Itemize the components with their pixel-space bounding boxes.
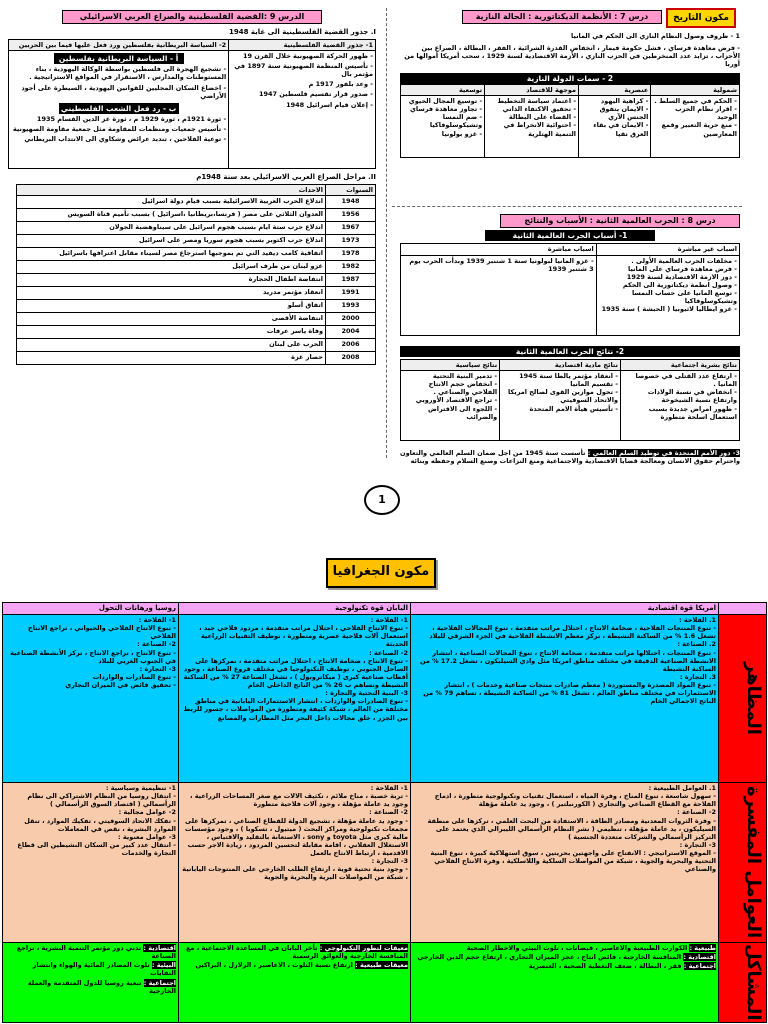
brit-cell <box>9 50 229 168</box>
palest-react-label: ب - رد فعل الشعب الفلسطيني <box>59 103 179 114</box>
roots-table <box>8 39 376 169</box>
results-cell: - انعقاد مؤتمر يالطا سنة 1945 - تقسيم المانيا - تحول موازين القوى لصالح امريكا والاتحاد السوفيتي - تأسيس هيأة الامم المتحدة <box>500 371 621 441</box>
column-divider <box>386 8 387 458</box>
event-year: 1948 <box>326 195 376 208</box>
event-year: 2004 <box>326 325 376 338</box>
palest-react-item: - ثورة 1921م ، ثورة 1929 م ، ثورة عز الدين القسام 1935 <box>36 115 227 124</box>
geo-title: مكون الجغرافيا <box>326 558 436 588</box>
nazi-trait-head: عنصرية <box>579 84 651 95</box>
row-label-problems: المشاكل <box>719 943 767 1023</box>
row-label-factors: العوامل المفسرة <box>719 783 767 943</box>
event-text: اندلاع الحرب العربية الاسرائيلية بسبب قيام دولة اسرائيل <box>17 195 326 208</box>
event-row <box>17 325 376 338</box>
lesson9-title: الدرس 9 :القضية الفلسطينية والصراع العربي الاسرائيلي <box>62 10 322 24</box>
results-head: نتائج مادية اقتصادية <box>500 359 621 370</box>
roots-head-right: 1- جذور القضية الفلسطينية <box>229 39 376 50</box>
brit-policy-item: - تشجيع الهجرة الى فلسطين بواسطة الوكالة اليهودية ، بناء المستوطنات والمدارس ، الاستقرار في المواقع الاستراتيجية . <box>29 65 227 82</box>
results-head: نتائج سياسية <box>401 359 500 370</box>
divider-l7-l8 <box>392 206 742 207</box>
lesson9-s1-title: I. جذور القضية الفلسطينية الى غاية 1948 <box>229 28 376 36</box>
geo-col-japan: اليابان قوة تكنولوجية <box>179 603 411 615</box>
events-head-year: السنوات <box>326 184 376 195</box>
event-text: حصار غزة <box>17 351 326 364</box>
event-row <box>17 208 376 221</box>
lesson8-results-bar: 2- نتائج الحرب العالمية الثانية <box>400 346 740 357</box>
event-row <box>17 234 376 247</box>
lesson8-title: درس 8 : الحرب العالمية الثانية : الأسباب والنتائج <box>500 214 740 228</box>
lesson7-s2-bar: 2 - سمات الدولة النازية <box>400 73 740 84</box>
japan-factors: 1- الفلاحة : - تربة خصبة ، مناخ ملائم ، تكثيف الالات مع صغر المساحات الزراعية ، وجود يد عاملة مؤهلة ، وجود آلات فلاحية متطورة 2- الصناعة : - وجود يد عاملة مؤهلة ، تشجيع الدولة للقطاع الصناعي ، تمركزها على مجمعات تكنولوجية ومراكز البحث ( ميتيول ، تسكوبا ) ، وجود مؤسسات مالية كبرى مثل toyota و sony ، الاستعانة بالتقليد والاقتباس ، الاستغلال العقلاني ، اقامة مقابلة لتحسين المردود ، زيادة الاجر حسب الاقدمية ، ارتباط الانتاج بالعمل 3- التجارة : - وجود بنية تحتية قوية ، ارتفاع الطلب الخارجي على المنتوجات اليابانية ، شبكة من المواصلات البرية والبحرية والجوية <box>179 783 411 943</box>
zionism-item: - وعد بلفور 1917 م <box>308 80 373 89</box>
nazi-trait-head: موجهة للاقتصاد <box>485 84 579 95</box>
event-year: 1967 <box>326 221 376 234</box>
lesson8-causes-bar: 1- أسباب الحرب العالمية الثانية <box>485 230 655 241</box>
roots-head-left: 2- السياسة البريطانية بفلسطين ورد فعل عليها فيما بين الحربين <box>9 39 229 50</box>
event-text: اندلاع حرب اكتوبر بسبب هجوم سوريا ومصر على اسرائيل <box>17 234 326 247</box>
results-table <box>400 359 740 441</box>
event-text: الحرب على لبنان <box>17 338 326 351</box>
brit-policy-item: - اخضاع السكان المحليين للقوانين اليهودية ، السيطرة على أجود الأراضي <box>21 83 227 100</box>
lesson7-s1-text: - فرض معاهدة فرساي ، فشل حكومة فيمار ، انخفاض القدرة الشرائية ، الفقر ، البطالة ، الصراع بين الأحزاب ، تزايد عدد المنخرطين في الحزب النازي ، الأزمة الاقتصادية لسنة 1929 ، سحب أمريكا أموالها من أوربا <box>404 44 740 69</box>
nazi-table <box>400 84 740 158</box>
history-tag: مكون التاريخ <box>666 8 736 28</box>
event-row <box>17 299 376 312</box>
russia-aspects: 1- الفلاحة : - تنوع الانتاج الفلاحي والحيواني ، تراجع الانتاج الفلاحي 2- الصناعة : - تنوع الانتاج ، تراجع الانتاج ، تركز الأنشطة الصناعية في الجنوب الغربي للبلاد 3- التجارة : - تنوع الصادرات والواردات - تحقيق فائض في الميزان التجاري <box>3 615 179 783</box>
event-row <box>17 247 376 260</box>
nazi-trait-cell: - الحكم في جميع السلط . - اقرار نظام الحزب الوحيد - منع حرية التعبير وقمع المعارضين <box>651 96 740 158</box>
event-row <box>17 351 376 364</box>
event-year: 1956 <box>326 208 376 221</box>
lesson7-body <box>400 32 740 158</box>
lesson9-block <box>8 10 376 365</box>
events-head-event: الاحداث <box>17 184 326 195</box>
un-text: تأسست سنة 1945 من اجل ضمان السلم العالمي والتعاون واحترام حقوق الانسان ومعالجة قضايا الاقتصادية والاجتماعية ومنع النزاعات وصنع السلام وحفظه وبنائه <box>400 449 740 466</box>
lesson9-s2-title: II. مراحل الصراع العربي الاسرائيلي بعد سنة 1948م <box>196 172 376 181</box>
palest-react-list <box>11 115 226 143</box>
results-head: نتائج بشرية اجتماعية <box>621 359 740 370</box>
event-year: 2000 <box>326 312 376 325</box>
lesson8-block <box>400 214 740 465</box>
japan-problems: معيقات لتطور التكنولوجي : تأخر اليابان في المساعدة الاجتماعية ، مع المنافسة الخارجية والعوائق الرسمية معيقات طبيعية : ارتفاع نسبة التلوث ، الاعاصير ، الزلازل ، البراكين <box>179 943 411 1023</box>
geo-table-wrap <box>2 602 766 1022</box>
lesson7-block <box>400 10 662 24</box>
event-row <box>17 286 376 299</box>
geo-col-usa: امريكا قوة اقتصادية <box>411 603 719 615</box>
causes-direct: - غزو المانيا لبولونيا سنة 1 شتنبر 1939 وبدأت الحرب يوم 3 شتنبر 1939 <box>401 255 597 335</box>
event-row <box>17 273 376 286</box>
zionism-item: - تأسيس المنظمة الصهيونية سنة 1897 في مؤتمر بال <box>234 62 373 79</box>
event-year: 1991 <box>326 286 376 299</box>
event-year: 1973 <box>326 234 376 247</box>
event-text: غزو لبنان من طرف اسرائيل <box>17 260 326 273</box>
row-label-aspects: المظاهر <box>719 615 767 783</box>
event-text: العدوان الثلاثي على مصر ( فرنسا،بريطانيا ،اسرائيل ) بسبب تأميم قناة السويس <box>17 208 326 221</box>
event-text: انعقاد مؤتمر مدريد <box>17 286 326 299</box>
russia-problems: اقتصادية : تدني دور مؤتمر التنمية البشرية ، تراجع الصناعة البيئية : تلوث المصادر المائية والهواء وانتشار النفايات اجتماعية : تبعية روسيا للدول المتقدمة والعملة الخارجية <box>3 943 179 1023</box>
usa-problems: طبيعية : الكوارث الطبيعية والاعاصير ، فيضانات ، تلوث البيئي والاخطار الصحية اقتصادية : المنافسة الخارجية ، فائض انتاج ، عجز الميزان التجاري ، ارتفاع حجم الدين الخارجي اجتماعية : فقر ، البطالة ، ضعف التغطية الصحية ، العنصرية <box>411 943 719 1023</box>
zionism-item: - صدور قرار تقسيم فلسطين 1947 <box>258 90 373 99</box>
brit-policy-label: أ - السياسة البريطانية بفلسطين <box>54 53 184 64</box>
results-cell: - تدمير البنية التحتية - انخفاض حجم الانتاج الفلاحي والصناعي . - تراجع الاقتصاد الأوروبي - اللجوء الى الاقتراض والضرائب <box>401 371 500 441</box>
usa-factors: 1. العوامل الطبيعية : - سهول شاسعة ، تنوع المناخ ، وفرة المياه ، استعمال تقنيات وتكنولوجية متطورة ، ادماج الفلاحة مع القطاع الصناعي والتجاري ( الكورنبلتير ) ، وجود يد عاملة مؤهلة 2- الصناعة : - وفرة الثروات المعدنية ومصادر الطاقة ، الاستفادة من البحث العلمي ، تركزها على منطقة السيليكون ، يد عاملة مؤهلة ، تنظيمي ( نشر النظام الرأسمالي الليبرالي الذي يعتمد على التركيز الرأسمالي والشركات متعددة الجنسية ) 3- التجارة : - الموقع الاستراتيجي : الانفتاح على واجهتين بحريتين ، سوق استهلاكية كبيرة ، تنوع البنية التحتية والبحرية والجوية ، شبكة من المواصلات السلكية واللاسلكية ، وفرة الانتاج الفلاحي والصناعي <box>411 783 719 943</box>
event-row <box>17 312 376 325</box>
event-text: وفاة ياسر عرفات <box>17 325 326 338</box>
zionism-cell <box>229 50 376 168</box>
zionism-item: - إعلان قيام اسرائيل 1948 <box>286 100 373 109</box>
results-cell: - ارتفاع عدد القتلى في خصوصا المانيا . - انخفاض في نسبة الولادات وارتفاع نسبة الشيخوخة - ظهور امراض جديدة بسبب استعمال اسلحة متطورة <box>621 371 740 441</box>
nazi-trait-cell: - كراهية اليهود - الايمان بتفوق الجنس الآري - الايمان في بقاء العرق نقيا <box>579 96 651 158</box>
nazi-trait-cell: - اعتماد سياسة التخطيط - تحقيق الاكتفاء الذاتي - القضاء على البطالة - احتوائية الانخراط في التنمية الهتلرية <box>485 96 579 158</box>
event-year: 1978 <box>326 247 376 260</box>
event-row <box>17 221 376 234</box>
event-text: اتفاق أسلو <box>17 299 326 312</box>
geo-table <box>2 602 767 1023</box>
un-paragraph <box>400 449 740 465</box>
event-year: 1982 <box>326 260 376 273</box>
russia-factors: 1- تنظيمية وسياسية : - انتقال روسيا من النظام الاشتراكي الى نظام الرأسمالي ( اقتصاد السوق الرأسمالي ) 2- عوامل مجالية : - تفكك الاتحاد السوفيتي ، تفكيك الموارد ، تنقل الموارد البشرية ، نقص في المعاملات 3- عوامل معنوية : - انتقال عدد كبير من السكان النشيطين الى قطاع التجارة والخدمات <box>3 783 179 943</box>
nazi-trait-cell: - توسيع المجال الحيوي - تجاوز معاهدة فرساي - ضم النمسا وتشيكوسلوفاكيا - غزو بولونيا <box>401 96 485 158</box>
zionism-item: - ظهور الحركة الصهيونية خلال القرن 19 <box>243 51 373 60</box>
palest-react-item: - توعية الفلاحين ، تنديد عرائض وشكاوي الى الانتداب البريطاني <box>24 135 227 144</box>
event-text: انتفاضة الأقصى <box>17 312 326 325</box>
event-year: 1987 <box>326 273 376 286</box>
palest-react-item: - تأسيس جمعيات ومنظمات للمقاومة مثل جمعية مقاومة الصهيونية <box>12 125 227 134</box>
causes-table <box>400 243 740 335</box>
event-text: انتفاضة اطفال الحجارة <box>17 273 326 286</box>
nazi-trait-head: توسعية <box>401 84 485 95</box>
event-text: اتفاقية كامب ديفيد التي تم بموجبها استرجاع مصر لسيناء مقابل اعترافها باسرائيل <box>17 247 326 260</box>
event-year: 1993 <box>326 299 376 312</box>
lesson7-s1-title: 1 - ظروف وصول النظام النازي الى الحكم في المانيا <box>570 32 740 40</box>
geo-corner <box>719 603 767 615</box>
causes-indirect: - مخلفات الحرب العالمية الأولى . - فرض معاهدة فرساي على المانيا - دور الازمة الاقتصادية لسنة 1929 - وصول انظمة ديكتاتورية الى الحكم - توسع المانيا على حساب النمسا وتشيكوسلوفاكيا - غزو ايطاليا لاثيوبيا ( الحبشة ) سنة 1935 <box>596 255 739 335</box>
events-table <box>16 184 376 365</box>
brit-policy-list <box>11 65 226 100</box>
event-text: اندلاع حرب ستة ايام بسبب هجوم اسرائيل على سيناوهضبة الجولان <box>17 221 326 234</box>
zionism-list <box>231 52 373 109</box>
event-row <box>17 195 376 208</box>
nazi-trait-head: شمولية <box>651 84 740 95</box>
page-number: 1 <box>364 485 400 515</box>
event-year: 2006 <box>326 338 376 351</box>
causes-head-indirect: اسباب غير مباشرة <box>596 244 739 255</box>
usa-aspects: 1. الفلاحة : - تنوع المنتجات الفلاحية ، ضخامة الانتاج ، احتلال مراتب متقدمة ، تنوع المجالات الفلاحية ، تشغل 1.6 % من الساكنة النشيطة ، تركز معظم الانشطة الفلاحية في الجزء الشرقي للبلاد 2. الصناعة : - تنوع المنتجات ، احتلالها مراتب متقدمة ، ضخامة الانتاج ، تنوع المجالات الصناعية ، انتشار الانشطة الصناعية الدقيقة في مختلف مناطق امريكا مثل وادي السيليكون ، تشغل 17.2 % من الساكنة النشيطة 3. التجارة : - تنوع المواد المصدرة والمستوردة ( معظم صادرات منتجات صناعية وخدمات ) ، انتشار الاستثمارات في مختلف مناطق العالم ، تشغل 81 % من الساكنة النشيطة ، تساهم 79 % من الناتج الاجمالي الخام <box>411 615 719 783</box>
lesson7-title: درس 7 : الأنظمة الديكتاتورية : الحالة النازية <box>462 10 662 24</box>
event-year: 2008 <box>326 351 376 364</box>
geo-col-russia: روسيا ورهانات التحول <box>3 603 179 615</box>
japan-aspects: 1- الفلاحة : - تنوع الانتاج الفلاحي ، احتلال مراتب متقدمة ، مردود فلاحي جيد ، استعمال آلات فلاحية عصرية ومتطورة ، توظيف التقنيات الزراعية الحديثة 2- الصناعة : - تنوع الانتاج ، ضخامة الانتاج ، احتلال مراتب متقدمة ، تمركزها على الساحل الجنوبي ، توظيف التكنولوجيا في مختلف فروع الصناعة ، وجود أقطاب صناعية كبرى ( ميكاتروبول ) ، تشغل الصناعة 27 % من الساكنة النشيطة وتساهم ب 26 % من الناتج الداخلي الخام 3- البنية التحتية والتجارة : - تنوع الصادرات والواردات ، انتشار الاستثمارات اليابانية في مناطق مختلفة من العالم ، شبكة كثيفة ومتطورة من المواصلات ، جسور للربط بين الجزر ، خلق مجالات داخل البحر مثل المطارات والمصانع <box>179 615 411 783</box>
causes-head-direct: اسباب مباشرة <box>401 244 597 255</box>
event-row <box>17 260 376 273</box>
un-label: 3- دور الأمم المتحدة في توطيد السلم العالمي : <box>587 449 740 457</box>
event-row <box>17 338 376 351</box>
